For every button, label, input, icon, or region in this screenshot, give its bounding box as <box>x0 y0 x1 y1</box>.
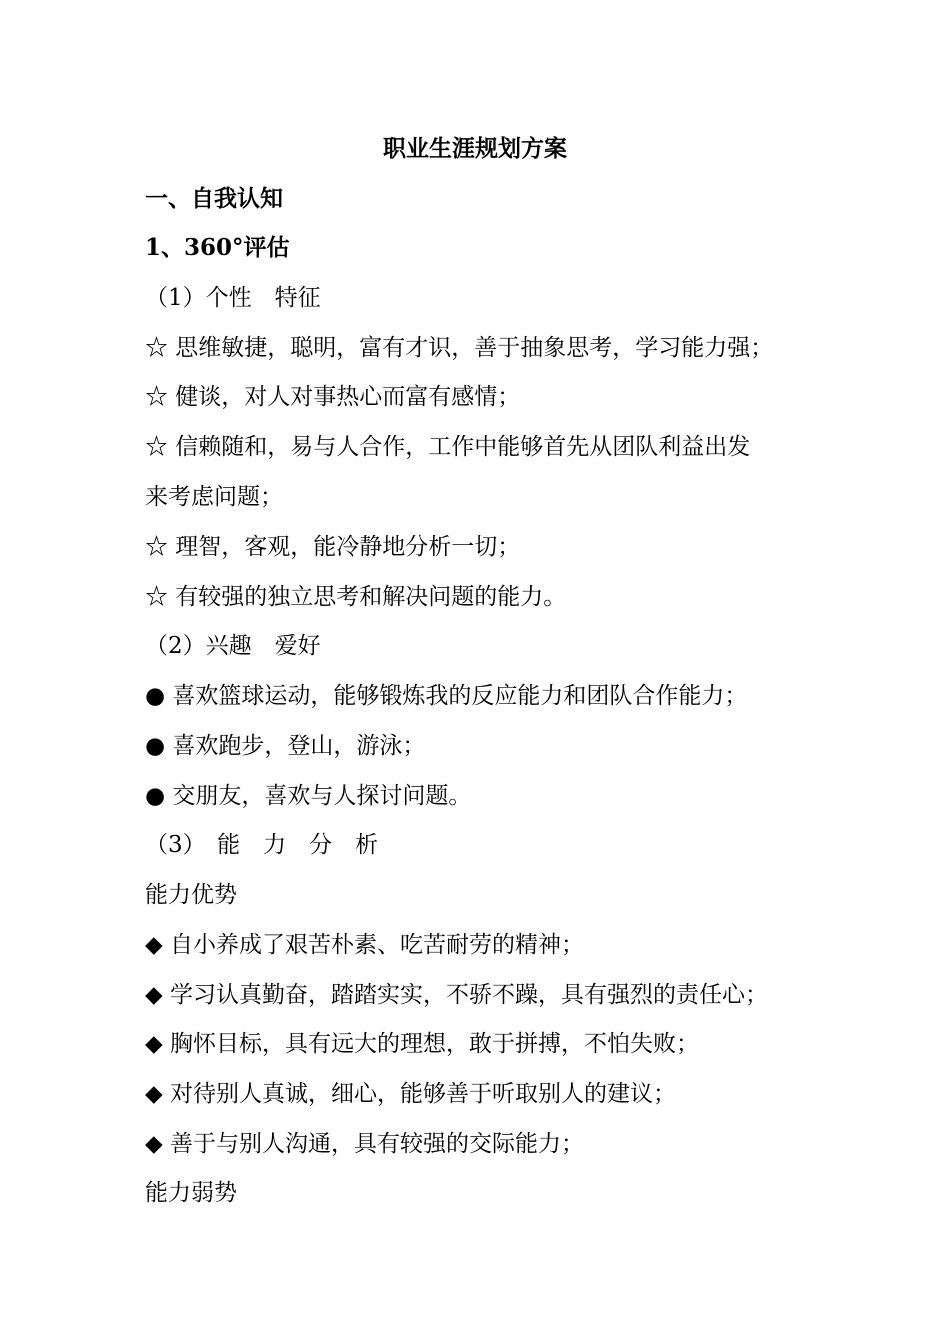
item-heading-ability-analysis: （3） 能 力 分 析 <box>145 832 379 858</box>
bullet-line: ☆ 思维敏捷，聪明，富有才识，善于抽象思考，学习能力强； <box>145 335 774 361</box>
subsection-heading-360-evaluation: 1、360°评估 <box>145 234 290 261</box>
section-heading-self-awareness: 一、自我认知 <box>145 185 283 212</box>
bullet-line: ● 喜欢篮球运动，能够锻炼我的反应能力和团队合作能力； <box>145 683 748 709</box>
bullet-line: ◆ 自小养成了艰苦朴素、吃苦耐劳的精神； <box>145 932 584 958</box>
bullet-line: ◆ 胸怀目标，具有远大的理想，敢于拼搏，不怕失败； <box>145 1031 699 1057</box>
document-title: 职业生涯规划方案 <box>383 135 567 162</box>
bullet-line: ● 交朋友，喜欢与人探讨问题。 <box>145 783 472 809</box>
bullet-line: ☆ 健谈，对人对事热心而富有感情； <box>145 384 521 410</box>
bullet-line: ◆ 善于与别人沟通，具有较强的交际能力； <box>145 1131 584 1157</box>
label-ability-weaknesses: 能力弱势 <box>145 1180 237 1206</box>
bullet-line: ◆ 对待别人真诚，细心，能够善于听取别人的建议； <box>145 1081 676 1107</box>
bullet-line: ● 喜欢跑步，登山，游泳； <box>145 733 426 759</box>
item-heading-interests: （2）兴趣 爱好 <box>145 633 321 659</box>
bullet-line: ☆ 理智，客观，能冷静地分析一切； <box>145 534 521 560</box>
bullet-line-continuation: 来考虑问题； <box>145 484 283 510</box>
bullet-line: ☆ 信赖随和，易与人合作，工作中能够首先从团队利益出发 <box>145 434 751 460</box>
bullet-line: ◆ 学习认真勤奋，踏踏实实，不骄不躁，具有强烈的责任心； <box>145 982 768 1008</box>
label-ability-strengths: 能力优势 <box>145 882 237 908</box>
bullet-line: ☆ 有较强的独立思考和解决问题的能力。 <box>145 584 567 610</box>
item-heading-personality: （1）个性 特征 <box>145 285 321 311</box>
